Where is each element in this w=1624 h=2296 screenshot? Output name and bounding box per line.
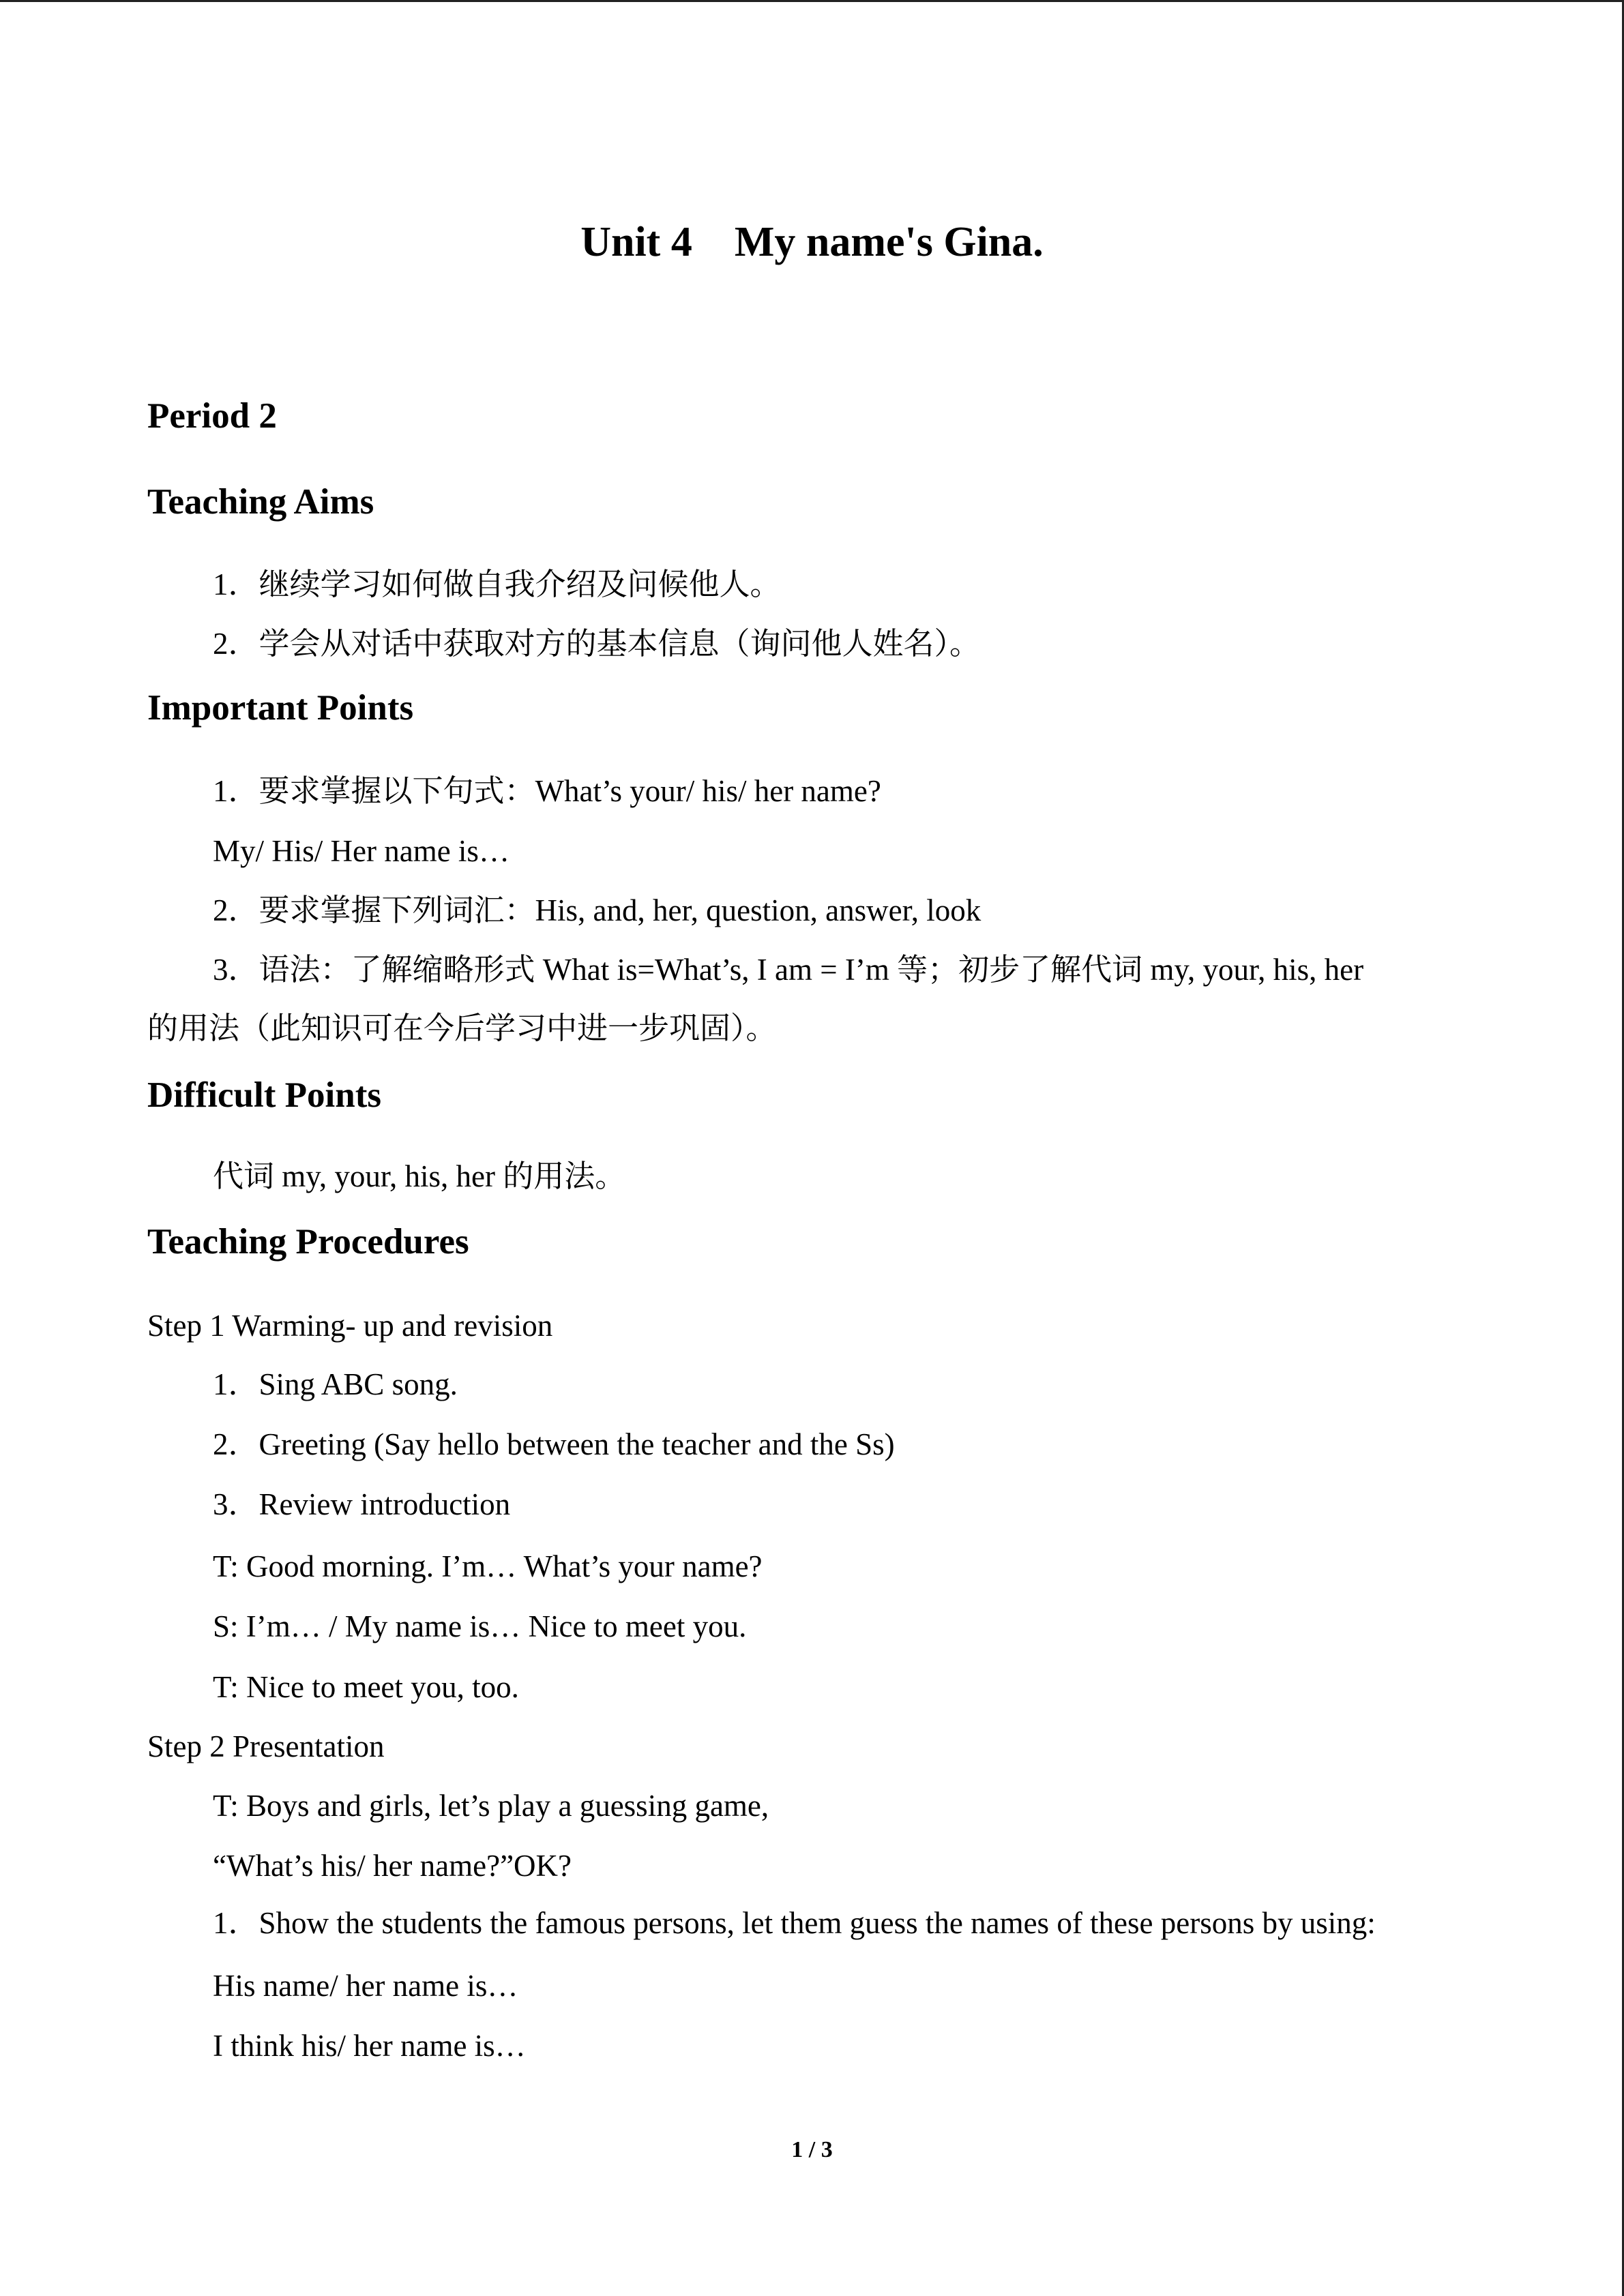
aim-item-2: 2．学会从对话中获取对方的基本信息（询问他人姓名）。: [213, 627, 981, 661]
step2-title: Step 2 Presentation: [147, 1729, 385, 1763]
step2-line-4: His name/ her name is…: [213, 1969, 518, 2003]
important-point-2: 2．要求掌握下列词汇：His, and, her, question, answer, look: [213, 893, 981, 927]
important-point-3-cont: 的用法（此知识可在今后学习中进一步巩固）。: [147, 1011, 777, 1045]
step2-line-1: T: Boys and girls, let’s play a guessing game,: [213, 1789, 769, 1823]
important-point-3: 3．语法：了解缩略形式 What is=What’s, I am = I’m 等；初步了解代词 my, your, his, her: [213, 953, 1364, 987]
aim-item-1: 1．继续学习如何做自我介绍及问候他人。: [213, 567, 781, 601]
step2-line-2: “What’s his/ her name?”OK?: [213, 1849, 572, 1883]
step1-line-6: T: Nice to meet you, too.: [213, 1670, 519, 1704]
period-heading: Period 2: [147, 396, 277, 436]
important-point-1-answer: My/ His/ Her name is…: [213, 834, 510, 868]
step1-line-3: 3．Review introduction: [213, 1487, 511, 1521]
important-point-1: 1．要求掌握以下句式：What’s your/ his/ her name?: [213, 774, 881, 808]
page-number: 1 / 3: [791, 2137, 833, 2162]
step1-line-5: S: I’m… / My name is… Nice to meet you.: [213, 1609, 747, 1643]
teaching-procedures-heading: Teaching Procedures: [147, 1222, 469, 1262]
important-points-heading: Important Points: [147, 688, 414, 728]
difficult-point-line: 代词 my, your, his, her 的用法。: [213, 1159, 626, 1193]
step2-line-5: I think his/ her name is…: [213, 2029, 526, 2063]
step1-title: Step 1 Warming- up and revision: [147, 1309, 553, 1343]
teaching-aims-heading: Teaching Aims: [147, 482, 374, 522]
step1-line-1: 1．Sing ABC song.: [213, 1367, 458, 1401]
step1-line-4: T: Good morning. I’m… What’s your name?: [213, 1549, 763, 1583]
difficult-points-heading: Difficult Points: [147, 1075, 381, 1115]
document-title: Unit 4 My name's Gina.: [580, 219, 1044, 265]
step2-line-3: 1．Show the students the famous persons, let them guess the names of these persons by using:: [213, 1906, 1376, 1940]
step1-line-2: 2．Greeting (Say hello between the teacher and the Ss): [213, 1427, 895, 1461]
